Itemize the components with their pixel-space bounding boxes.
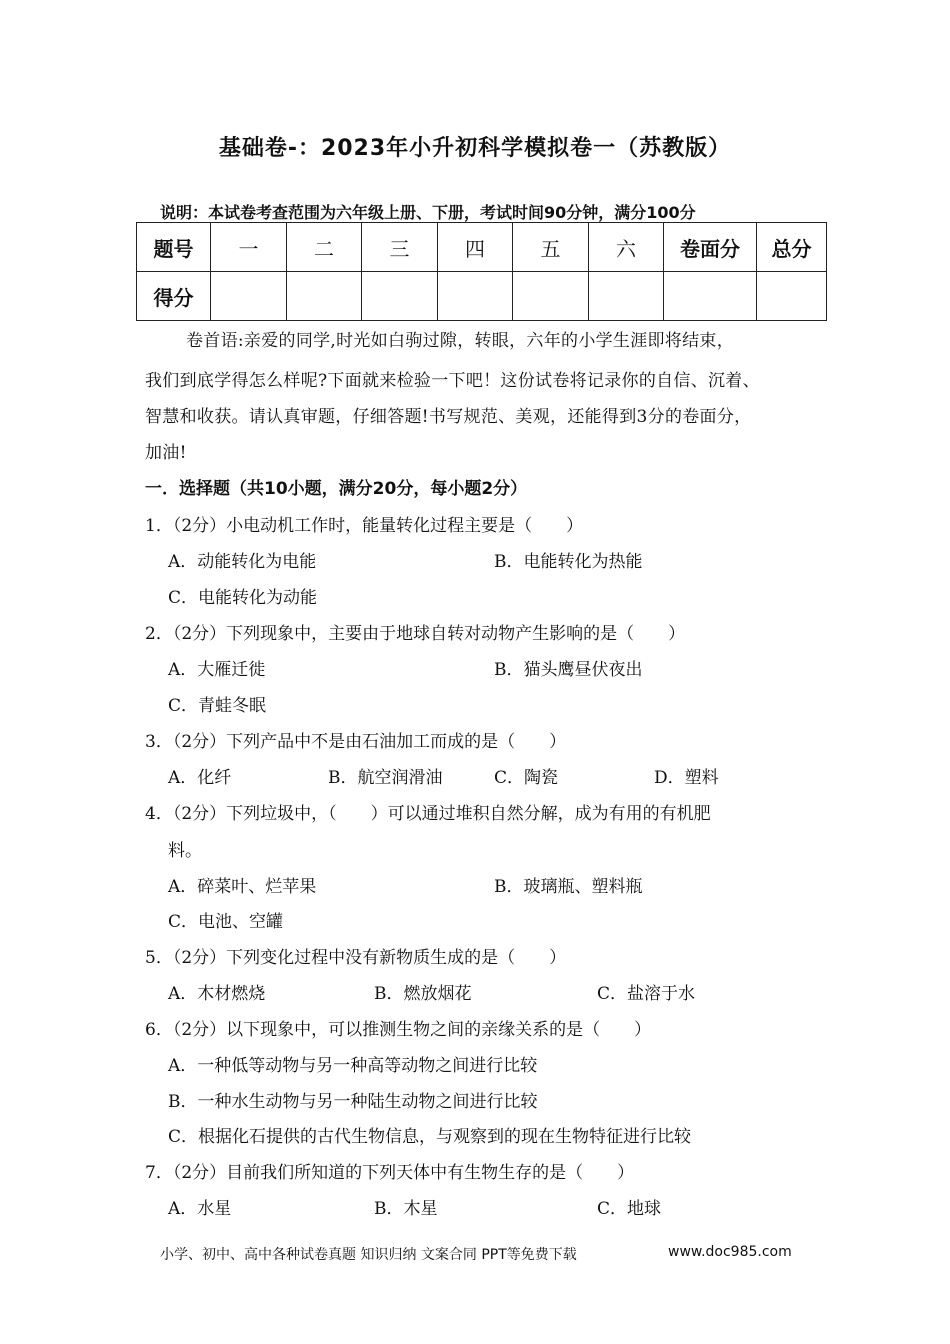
option-a: A．木材燃烧 (168, 984, 266, 1004)
score-cell (513, 272, 589, 321)
question-stem: 5．（2分）下列变化过程中没有新物质生成的是（ ） (145, 948, 567, 968)
intro-line: 智慧和收获。请认真审题，仔细答题!书写规范、美观，还能得到3分的卷面分， (145, 407, 752, 427)
intro-line: 加油! (145, 443, 187, 463)
question-stem: 4．（2分）下列垃圾中，（ ）可以通过堆积自然分解，成为有用的有机肥 (145, 804, 711, 824)
score-table-header-row (137, 223, 827, 272)
option-a: A．一种低等动物与另一种高等动物之间进行比较 (168, 1056, 538, 1076)
exam-note: 说明：本试卷考查范围为六年级上册、下册，考试时间90分钟，满分100分 (160, 203, 696, 222)
score-header-cell: 总分 (757, 223, 827, 272)
option-b: B．航空润滑油 (328, 768, 443, 788)
score-header-cell: 四 (438, 223, 513, 272)
score-table (136, 222, 827, 321)
option-c: C．青蛙冬眠 (168, 696, 267, 716)
option-a: A．大雁迁徙 (168, 660, 266, 680)
score-header-cell: 题号 (137, 223, 211, 272)
option-b: B．木星 (374, 1199, 438, 1219)
intro-line: 卷首语:亲爱的同学,时光如白驹过隙，转眼，六年的小学生涯即将结束， (186, 331, 735, 351)
option-b: B．玻璃瓶、塑料瓶 (494, 877, 643, 897)
option-a: A．水星 (168, 1199, 232, 1219)
option-c: C．电能转化为动能 (168, 588, 318, 608)
score-header-cell: 五 (513, 223, 589, 272)
question-stem-continued: 料。 (168, 841, 202, 861)
option-b: B．电能转化为热能 (494, 552, 643, 572)
option-c: C．盐溶于水 (597, 984, 696, 1004)
score-header-cell: 一 (211, 223, 287, 272)
page-title: 基础卷-：2023年小升初科学模拟卷一（苏教版） (218, 136, 732, 161)
score-cell (589, 272, 664, 321)
question-stem: 3．（2分）下列产品中不是由石油加工而成的是（ ） (145, 732, 567, 752)
option-b: B．一种水生动物与另一种陆生动物之间进行比较 (168, 1092, 538, 1112)
score-cell (438, 272, 513, 321)
question-stem: 6．（2分）以下现象中，可以推测生物之间的亲缘关系的是（ ） (145, 1020, 652, 1040)
score-header-cell: 三 (362, 223, 438, 272)
score-row-label: 得分 (137, 272, 211, 321)
score-cell (664, 272, 757, 321)
option-b: B．燃放烟花 (374, 984, 472, 1004)
option-d: D．塑料 (654, 768, 719, 788)
question-stem: 1．（2分）小电动机工作时，能量转化过程主要是（ ） (145, 516, 584, 536)
question-stem: 2．（2分）下列现象中，主要由于地球自转对动物产生影响的是（ ） (145, 624, 686, 644)
score-header-cell: 六 (589, 223, 664, 272)
option-a: A．碎菜叶、烂苹果 (168, 877, 317, 897)
score-table-score-row (137, 272, 827, 321)
score-header-cell: 卷面分 (664, 223, 757, 272)
score-cell (362, 272, 438, 321)
option-b: B．猫头鹰昼伏夜出 (494, 660, 643, 680)
score-cell (211, 272, 287, 321)
option-c: C．地球 (597, 1199, 662, 1219)
option-a: A．化纤 (168, 768, 232, 788)
score-cell (757, 272, 827, 321)
intro-line: 我们到底学得怎么样呢?下面就来检验一下吧！这份试卷将记录你的自信、沉着、 (145, 371, 760, 391)
footer-text: 小学、初中、高中各种试卷真题 知识归纳 文案合同 PPT等免费下载 (160, 1247, 577, 1263)
score-cell (287, 272, 362, 321)
footer-link[interactable]: www.doc985.com (668, 1244, 792, 1260)
section-title: 一．选择题（共10小题，满分20分，每小题2分） (145, 479, 528, 499)
option-a: A．动能转化为电能 (168, 552, 317, 572)
score-header-cell: 二 (287, 223, 362, 272)
question-stem: 7．（2分）目前我们所知道的下列天体中有生物生存的是（ ） (145, 1163, 635, 1183)
option-c: C．电池、空罐 (168, 912, 284, 932)
option-c: C．根据化石提供的古代生物信息，与观察到的现在生物特征进行比较 (168, 1127, 692, 1147)
option-c: C．陶瓷 (494, 768, 559, 788)
